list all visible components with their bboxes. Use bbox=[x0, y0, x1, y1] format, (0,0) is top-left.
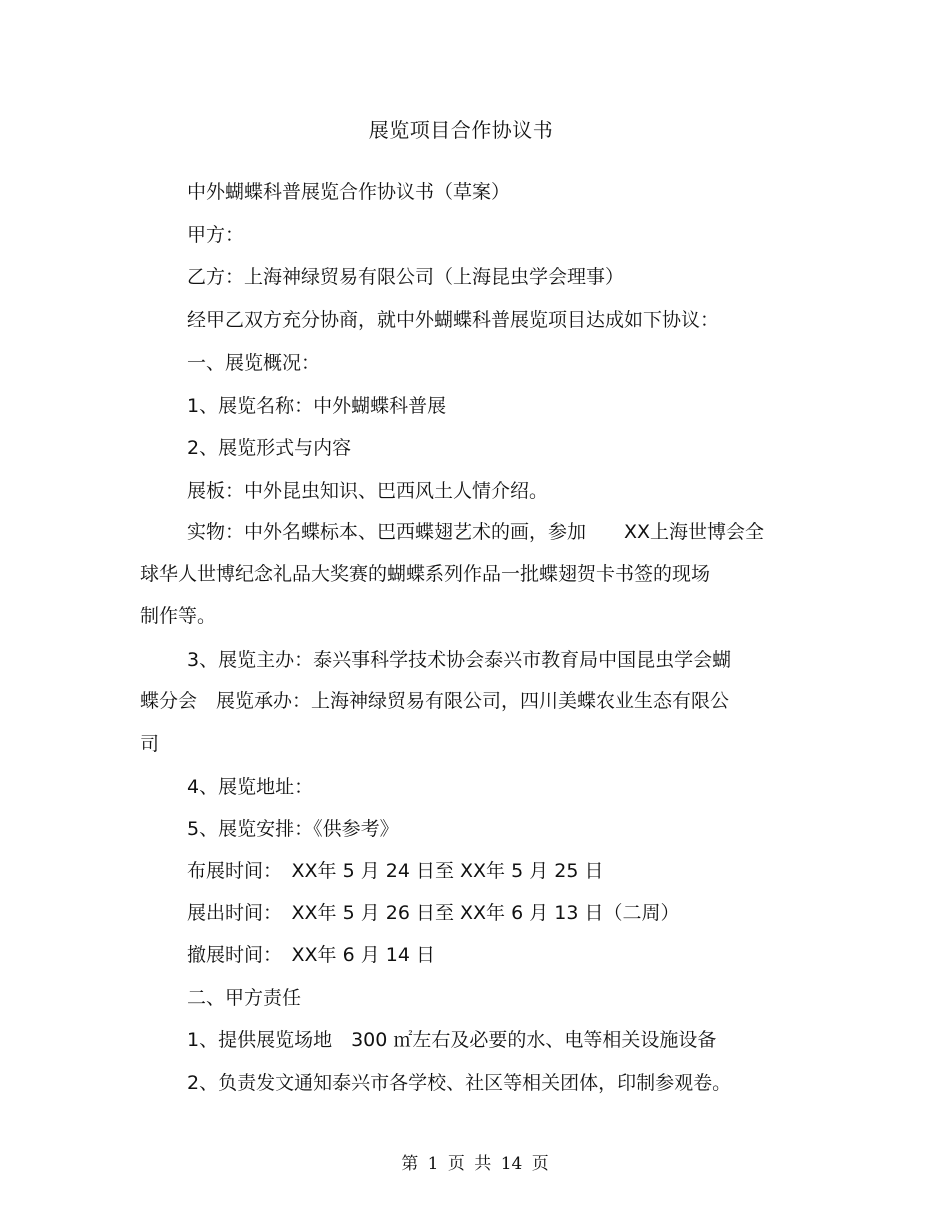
item-exhibition-address: 4、展览地址： bbox=[187, 776, 314, 798]
exhibit-objects-line-3: 制作等。 bbox=[140, 605, 217, 627]
agreement-intro: 经甲乙双方充分协商，就中外蝴蝶科普展览项目达成如下协议： bbox=[187, 309, 720, 331]
item-exhibition-format: 2、展览形式与内容 bbox=[187, 437, 352, 459]
document-title: 展览项目合作协议书 bbox=[368, 118, 554, 142]
page-footer: 第 1 页 共 14 页 bbox=[401, 1154, 549, 1174]
exhibit-objects-line-2: 球华人世博纪念礼品大奖赛的蝴蝶系列作品一批蝶翅贺卡书签的现场 bbox=[140, 563, 711, 585]
item-exhibition-name: 1、展览名称：中外蝴蝶科普展 bbox=[187, 395, 447, 417]
exhibit-boards-line: 展板：中外昆虫知识、巴西风土人情介绍。 bbox=[187, 480, 549, 502]
duty-item-2: 2、负责发文通知泰兴市各学校、社区等相关团体，印制参观卷。 bbox=[187, 1072, 732, 1094]
document-subtitle: 中外蝴蝶科普展览合作协议书（草案） bbox=[187, 181, 511, 203]
party-a-line: 甲方： bbox=[187, 224, 245, 246]
exhibit-objects-line: 实物：中外名蝶标本、巴西蝶翅艺术的画，参加 XX上海世博会全 bbox=[187, 521, 765, 543]
item-organizers-line-3: 司 bbox=[140, 733, 160, 755]
schedule-exhibit-time: 展出时间： XX年 5 月 26 日至 XX年 6 月 13 日（二周） bbox=[187, 902, 680, 924]
party-b-line: 乙方：上海神绿贸易有限公司（上海昆虫学会理事） bbox=[187, 266, 625, 288]
duty-item-1: 1、提供展览场地 300 ㎡左右及必要的水、电等相关设施设备 bbox=[187, 1029, 717, 1051]
item-exhibition-schedule: 5、展览安排：《供参考》 bbox=[187, 818, 399, 840]
item-organizers: 3、展览主办：泰兴事科学技术协会泰兴市教育局中国昆虫学会蝴 bbox=[187, 649, 732, 671]
section-heading-party-a-duties: 二、甲方责任 bbox=[187, 987, 302, 1009]
schedule-teardown-time: 撤展时间： XX年 6 月 14 日 bbox=[187, 944, 435, 966]
section-heading-overview: 一、展览概况： bbox=[187, 352, 321, 374]
item-organizers-line-2: 蝶分会 展览承办：上海神绿贸易有限公司，四川美蝶农业生态有限公 bbox=[140, 690, 730, 712]
schedule-setup-time: 布展时间： XX年 5 月 24 日至 XX年 5 月 25 日 bbox=[187, 860, 604, 882]
